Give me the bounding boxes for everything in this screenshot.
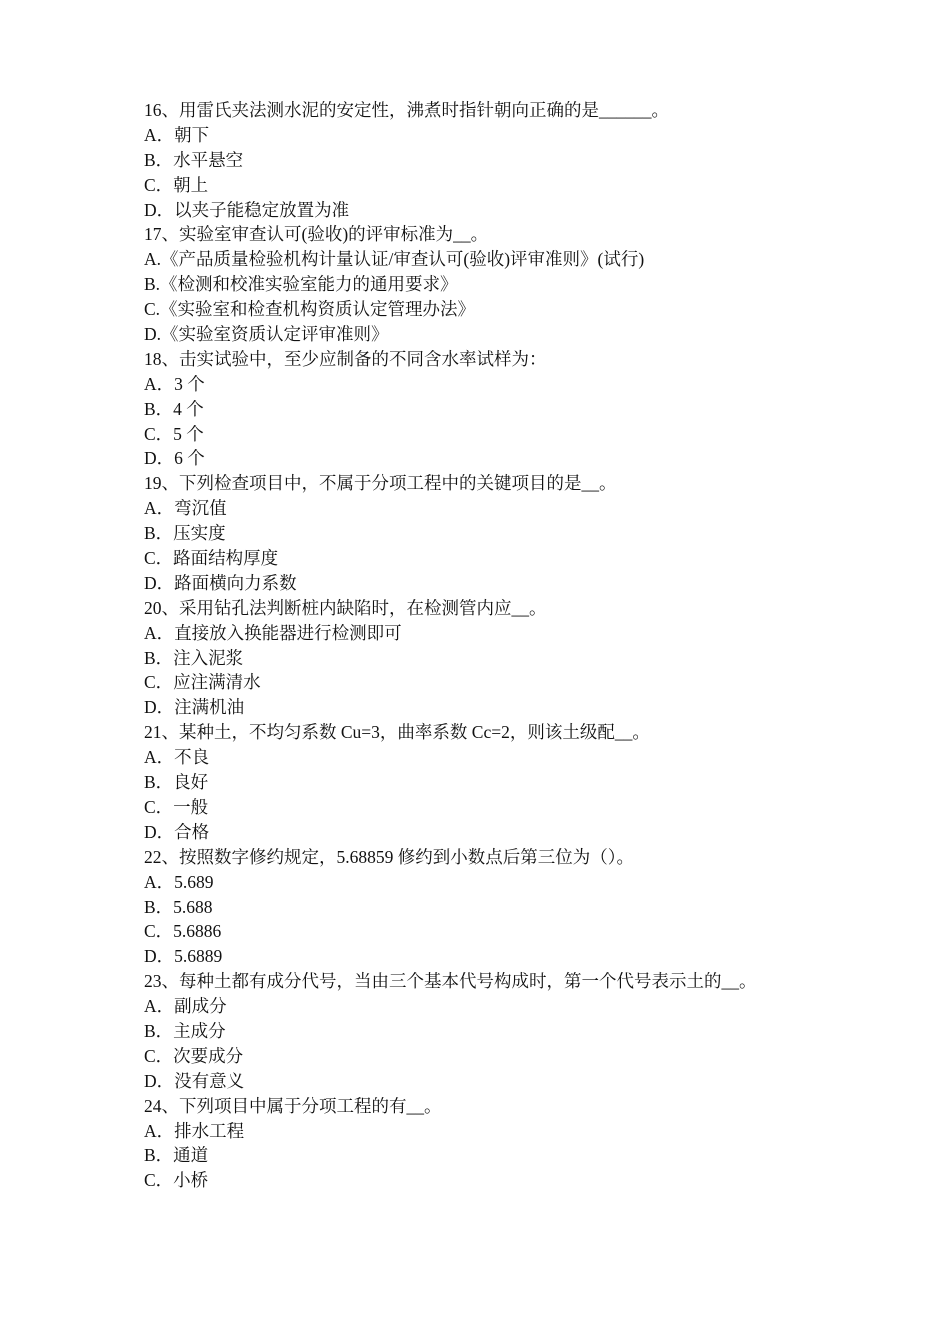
option-21b: B．良好	[144, 772, 209, 793]
option-20c: C．应注满清水	[144, 672, 261, 693]
option-21c: C．一般	[144, 796, 209, 817]
question-20: 20、采用钻孔法判断桩内缺陷时，在检测管内应__。	[144, 597, 547, 618]
option-20a: A．直接放入换能器进行检测即可	[144, 622, 402, 643]
option-23a: A．副成分	[144, 996, 227, 1017]
option-16a: A．朝下	[144, 124, 210, 145]
option-22a: A．5.689	[144, 871, 214, 892]
option-16d: D．以夹子能稳定放置为准	[144, 199, 350, 220]
option-18b: B．4 个	[144, 398, 204, 419]
question-17: 17、实验室审查认可(验收)的评审标准为__。	[144, 224, 489, 245]
question-19: 19、下列检查项目中，不属于分项工程中的关键项目的是__。	[144, 473, 617, 494]
option-21a: A．不良	[144, 747, 210, 768]
option-19d: D．路面横向力系数	[144, 572, 297, 593]
option-23b: B．主成分	[144, 1020, 226, 1041]
option-21d: D．合格	[144, 821, 210, 842]
option-17b: B.《检测和校准实验室能力的通用要求》	[144, 274, 458, 295]
document-page	[144, 98, 844, 1193]
option-16c: C．朝上	[144, 174, 209, 195]
option-22b: B．5.688	[144, 896, 213, 917]
question-24: 24、下列项目中属于分项工程的有__。	[144, 1095, 442, 1116]
option-18d: D．6 个	[144, 448, 205, 469]
option-17c: C.《实验室和检查机构资质认定管理办法》	[144, 299, 476, 320]
option-18c: C．5 个	[144, 423, 204, 444]
option-20d: D．注满机油	[144, 697, 245, 718]
option-20b: B．注入泥浆	[144, 647, 244, 668]
option-17a: A.《产品质量检验机构计量认证/审查认可(验收)评审准则》(试行)	[144, 249, 645, 270]
question-22: 22、按照数字修约规定，5.68859 修约到小数点后第三位为（）。	[144, 846, 634, 867]
option-23c: C．次要成分	[144, 1045, 244, 1066]
option-24a: A．排水工程	[144, 1120, 245, 1141]
option-24b: B．通道	[144, 1145, 209, 1166]
option-23d: D．没有意义	[144, 1070, 245, 1091]
option-16b: B．水平悬空	[144, 149, 244, 170]
option-18a: A．3 个	[144, 373, 205, 394]
option-22c: C．5.6886	[144, 921, 222, 942]
option-19c: C．路面结构厚度	[144, 548, 279, 569]
option-24c: C．小桥	[144, 1170, 209, 1191]
option-17d: D.《实验室资质认定评审准则》	[144, 324, 389, 345]
question-21: 21、某种土，不均匀系数 Cu=3，曲率系数 Cc=2，则该土级配__。	[144, 722, 650, 743]
question-16: 16、用雷氏夹法测水泥的安定性，沸煮时指针朝向正确的是______。	[144, 100, 669, 120]
question-23: 23、每种土都有成分代号，当由三个基本代号构成时，第一个代号表示土的__。	[144, 971, 757, 992]
option-19a: A．弯沉值	[144, 498, 227, 519]
option-19b: B．压实度	[144, 523, 226, 544]
question-18: 18、击实试验中，至少应制备的不同含水率试样为：	[144, 348, 547, 369]
option-22d: D．5.6889	[144, 946, 223, 967]
